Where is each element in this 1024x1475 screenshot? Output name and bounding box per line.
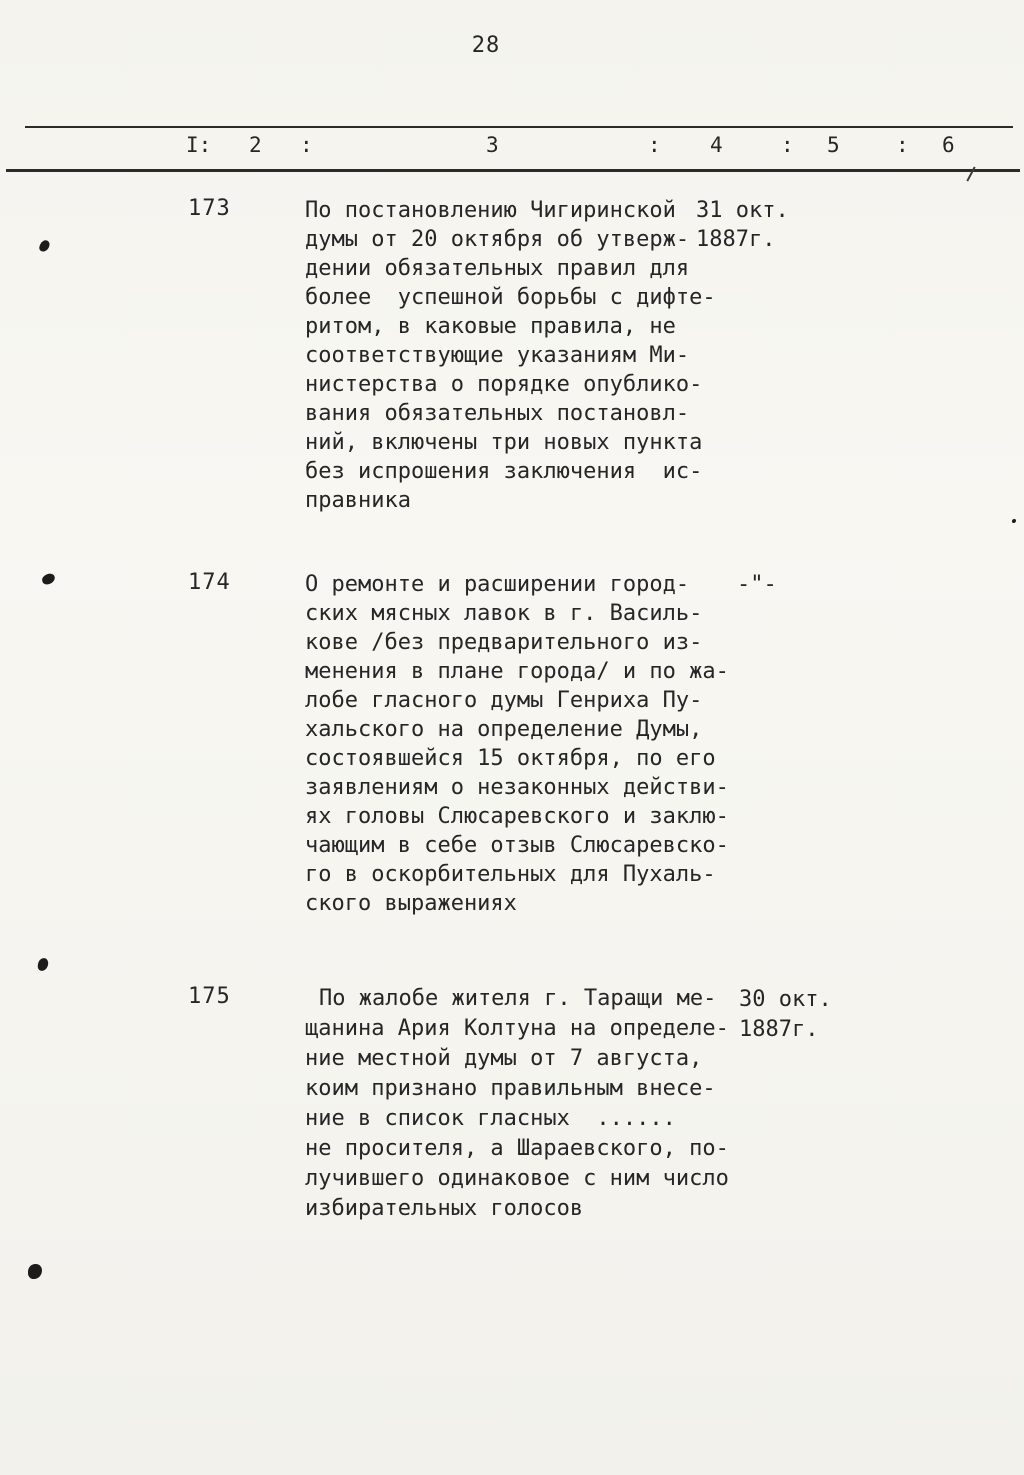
entry-description — [305, 570, 729, 918]
description-line: избирательных голосов — [305, 1196, 584, 1221]
column-header-4: 4 — [710, 133, 723, 157]
description-line: состоявшейся 15 октября, по его — [305, 746, 716, 771]
description-line: не просителя, а Шараевского, по- — [305, 1136, 729, 1161]
description-line: ского выражениях — [305, 891, 517, 916]
column-header-5: 5 — [827, 133, 840, 157]
date-line: 1887г. — [696, 227, 776, 252]
description-line: менения в плане города/ и по жа- — [305, 659, 729, 684]
column-separator: : — [781, 133, 794, 157]
entry-date — [739, 985, 832, 1045]
description-line: ритом, в каковые правила, не — [305, 314, 676, 339]
date-line: -"- — [737, 572, 777, 597]
entry-date — [696, 196, 789, 254]
entry-description — [305, 984, 729, 1224]
ink-speck — [37, 957, 49, 972]
description-line: ях головы Слюсаревского и заклю- — [305, 804, 729, 829]
description-line: хальского на определение Думы, — [305, 717, 703, 742]
description-line: правника — [305, 488, 411, 513]
column-separator: : — [896, 133, 909, 157]
date-line: 1887г. — [739, 1017, 819, 1042]
date-line: 30 окт. — [739, 987, 832, 1012]
description-line: лобе гласного думы Генриха Пу- — [305, 688, 703, 713]
description-line: ние местной думы от 7 августа, — [305, 1046, 703, 1071]
column-header-3: 3 — [486, 133, 499, 157]
column-separator: : — [300, 133, 313, 157]
date-line: 31 окт. — [696, 198, 789, 223]
description-line: По постановлению Чигиринской — [305, 198, 676, 223]
description-line: го в оскорбительных для Пухаль- — [305, 862, 716, 887]
description-line: ние в список гласных ...... — [305, 1106, 676, 1131]
description-line: коим признано правильным внесе- — [305, 1076, 716, 1101]
description-line: щанина Ария Колтуна на определе- — [305, 1016, 729, 1041]
description-line: думы от 20 октября об утверж- — [305, 227, 690, 252]
description-line: ских мясных лавок в г. Василь- — [305, 601, 703, 626]
description-line: По жалобе жителя г. Таращи ме- — [319, 986, 717, 1011]
column-separator: : — [648, 133, 661, 157]
column-header-6: 6 — [942, 133, 955, 157]
description-line: соответствующие указаниям Ми- — [305, 343, 690, 368]
entry-number: 175 — [188, 984, 231, 1009]
description-line: без испрошения заключения ис- — [305, 459, 703, 484]
description-line: заявлениям о незаконных действи- — [305, 775, 729, 800]
entry-description — [305, 196, 716, 515]
ink-speck — [41, 572, 56, 585]
description-line: ний, включены три новых пункта — [305, 430, 703, 455]
header-rule-bottom — [6, 169, 1020, 172]
description-line: вания обязательных постановл- — [305, 401, 690, 426]
column-header-1: I: — [186, 133, 212, 157]
description-line: дении обязательных правил для — [305, 256, 690, 281]
ink-speck — [1012, 519, 1016, 523]
ink-speck — [38, 239, 51, 254]
entry-number: 173 — [188, 196, 231, 221]
page-number: 28 — [471, 33, 501, 58]
column-header-2: 2 — [249, 133, 262, 157]
description-line: чающим в себе отзыв Слюсаревско- — [305, 833, 729, 858]
entry-number: 174 — [188, 570, 231, 595]
ink-speck — [28, 1264, 42, 1279]
description-line: кове /без предварительного из- — [305, 630, 703, 655]
description-line: О ремонте и расширении город- — [305, 572, 690, 597]
description-line: нистерства о порядке опублико- — [305, 372, 703, 397]
description-line: лучившего одинаковое с ним число — [305, 1166, 729, 1191]
entry-date — [737, 570, 777, 599]
header-rule-top — [25, 126, 1013, 128]
description-line: более успешной борьбы с дифте- — [305, 285, 716, 310]
